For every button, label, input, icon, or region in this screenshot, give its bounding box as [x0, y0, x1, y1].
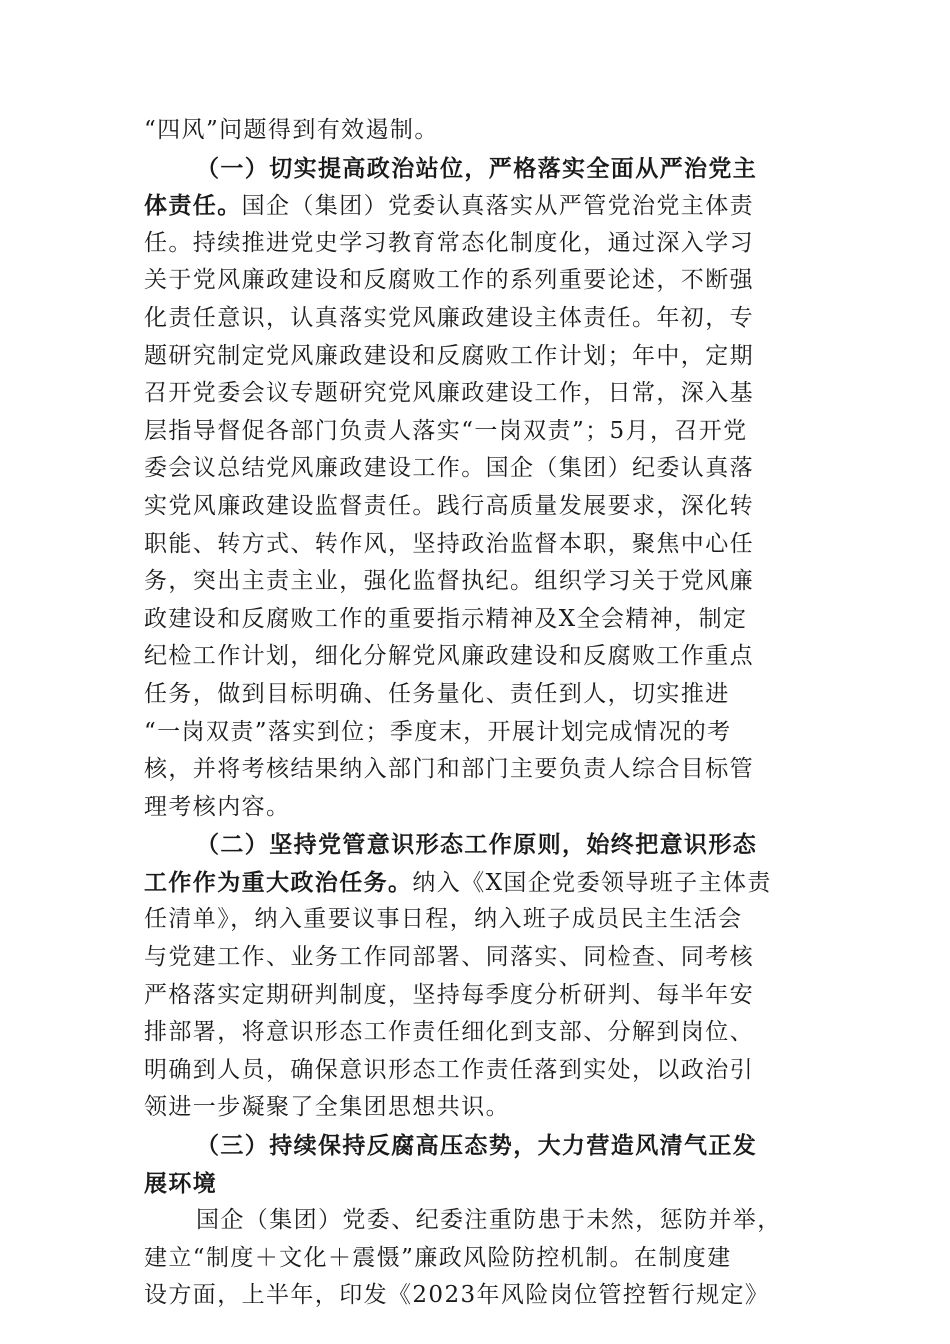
- text-line: [144, 1202, 810, 1240]
- text-line: [144, 413, 810, 451]
- body-text: 实党风廉政建设监督责任。践行高质量发展要求，深化转: [144, 492, 754, 519]
- body-text: 政建设和反腐败工作的重要指示精神及X全会精神，制定: [144, 605, 748, 632]
- heading-text: （一）切实提高政治站位，严格落实全面从严治党主: [196, 154, 758, 182]
- text-line: [144, 375, 810, 413]
- text-line: [144, 488, 810, 526]
- text-line: [144, 563, 810, 601]
- heading-text: 工作作为重大政治任务。: [144, 868, 413, 896]
- text-line: [144, 187, 810, 225]
- text-line: [144, 939, 810, 977]
- body-text: 务，突出主责主业，强化监督执纪。组织学习关于党风廉: [144, 568, 754, 595]
- text-line: [144, 1127, 810, 1165]
- document-body: [144, 112, 810, 1315]
- body-text: 题研究制定党风廉政建设和反腐败工作计划；年中，定期: [144, 342, 754, 369]
- heading-text: （二）坚持党管意识形态工作原则，始终把意识形态: [196, 831, 758, 859]
- text-line: [144, 1165, 810, 1203]
- body-text: 纪检工作计划，细化分解党风廉政建设和反腐败工作重点: [144, 643, 754, 670]
- text-line: [144, 638, 810, 676]
- body-text: 设方面，上半年，印发《2023年风险岗位管控暂行规定》: [144, 1282, 770, 1309]
- body-text: 明确到人员，确保意识形态工作责任落到实处，以政治引: [144, 1056, 754, 1083]
- heading-text: 展环境: [144, 1169, 218, 1197]
- text-line: [144, 826, 810, 864]
- text-line: [144, 112, 810, 150]
- text-line: [144, 450, 810, 488]
- body-text: 委会议总结党风廉政建设工作。国企（集团）纪委认真落: [144, 455, 754, 482]
- text-line: [144, 150, 810, 188]
- body-text: 与党建工作、业务工作同部署、同落实、同检查、同考核: [144, 944, 754, 971]
- body-text: 关于党风廉政建设和反腐败工作的系列重要论述，不断强: [144, 267, 754, 294]
- body-text: 纳入《X国企党委领导班子主体责: [412, 869, 772, 896]
- text-line: [144, 901, 810, 939]
- text-line: [144, 864, 810, 902]
- heading-text: （三）持续保持反腐高压态势，大力营造风清气正发: [196, 1132, 758, 1160]
- text-line: [144, 601, 810, 639]
- text-line: [144, 526, 810, 564]
- text-line: [144, 789, 810, 827]
- heading-text: 体责任。: [144, 192, 242, 220]
- body-text: 职能、转方式、转作风，坚持政治监督本职，聚焦中心任: [144, 530, 754, 557]
- text-line: [144, 1014, 810, 1052]
- body-text: 任务，做到目标明确、任务量化、责任到人，切实推进: [144, 680, 730, 707]
- text-line: [144, 1240, 810, 1278]
- body-text: 国企（集团）党委、纪委注重防患于未然，惩防并举，: [196, 1207, 782, 1234]
- body-text: 国企（集团）党委认真落实从严管党治党主体责: [241, 193, 755, 220]
- body-text: 建立“制度＋文化＋震慑”廉政风险防控机制。在制度建: [144, 1244, 732, 1271]
- text-line: [144, 300, 810, 338]
- text-line: [144, 714, 810, 752]
- body-text: 严格落实定期研判制度，坚持每季度分析研判、每半年安: [144, 981, 754, 1008]
- body-text: 理考核内容。: [144, 793, 291, 820]
- text-line: [144, 262, 810, 300]
- body-text: 任清单》，纳入重要议事日程，纳入班子成员民主生活会: [144, 906, 743, 933]
- text-line: [144, 676, 810, 714]
- text-line: [144, 977, 810, 1015]
- body-text: 领进一步凝聚了全集团思想共识。: [144, 1094, 510, 1121]
- text-line: [144, 1089, 810, 1127]
- body-text: 化责任意识，认真落实党风廉政建设主体责任。年初，专: [144, 304, 754, 331]
- text-line: [144, 1052, 810, 1090]
- body-text: “一岗双责”落实到位；季度末，开展计划完成情况的考: [144, 718, 732, 745]
- text-line: [144, 338, 810, 376]
- body-text: 排部署，将意识形态工作责任细化到支部、分解到岗位、: [144, 1019, 754, 1046]
- body-text: 层指导督促各部门负责人落实“一岗双责”；5月，召开党: [144, 417, 748, 444]
- text-line: [144, 751, 810, 789]
- body-text: 核，并将考核结果纳入部门和部门主要负责人综合目标管: [144, 756, 754, 783]
- body-text: 召开党委会议专题研究党风廉政建设工作，日常，深入基: [144, 380, 754, 407]
- body-text: “四风”问题得到有效遏制。: [144, 117, 439, 143]
- text-line: [144, 225, 810, 263]
- body-text: 任。持续推进党史学习教育常态化制度化，通过深入学习: [144, 229, 754, 256]
- text-line: [144, 1277, 810, 1315]
